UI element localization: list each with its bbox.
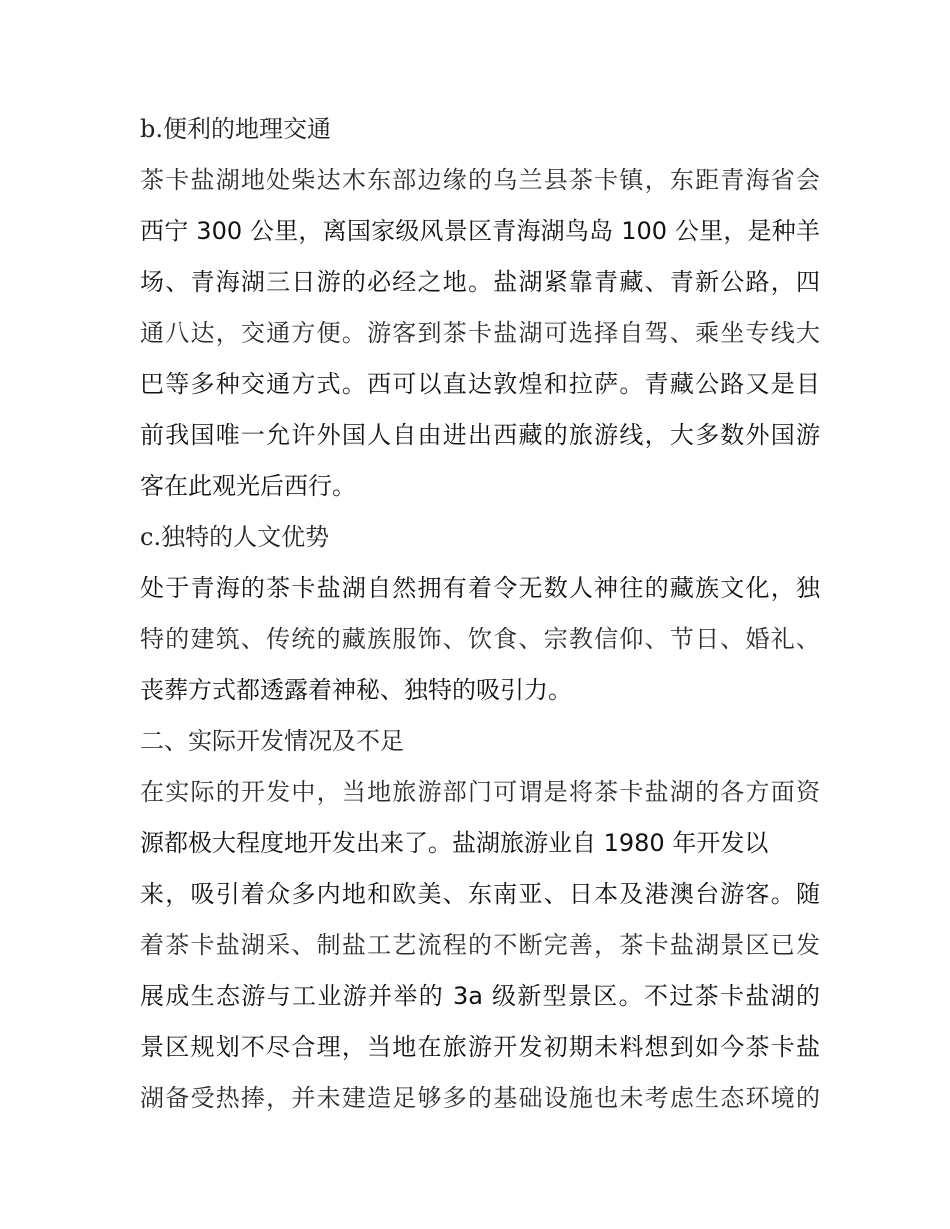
section-heading-b: b.便利的地理交通 [140, 115, 331, 143]
paragraph-line: 湖备受热捧，并未建造足够多的基础设施也未考虑生态环境的 [140, 1084, 820, 1112]
section-heading-c: c.独特的人文优势 [140, 523, 330, 551]
paragraph-line: 通八达，交通方便。游客到茶卡盐湖可选择自驾、乘坐专线大 [140, 319, 820, 347]
paragraph-line: 西宁 300 公里，离国家级风景区青海湖鸟岛 100 公里，是种羊 [140, 217, 820, 245]
paragraph-line: 来，吸引着众多内地和欧美、东南亚、日本及港澳台游客。随 [140, 880, 820, 908]
paragraph-line: 特的建筑、传统的藏族服饰、饮食、宗教信仰、节日、婚礼、 [140, 625, 820, 653]
paragraph-line: 源都极大程度地开发出来了。盐湖旅游业自 1980 年开发以 [140, 829, 769, 857]
paragraph-line: 茶卡盐湖地处柴达木东部边缘的乌兰县茶卡镇，东距青海省会 [140, 166, 820, 194]
paragraph-line: 展成生态游与工业游并举的 3a 级新型景区。不过茶卡盐湖的 [140, 982, 820, 1010]
paragraph-line: 前我国唯一允许外国人自由进出西藏的旅游线，大多数外国游 [140, 421, 820, 449]
paragraph-line: 巴等多种交通方式。西可以直达敦煌和拉萨。青藏公路又是目 [140, 370, 820, 398]
paragraph-line: 着茶卡盐湖采、制盐工艺流程的不断完善，茶卡盐湖景区已发 [140, 931, 820, 959]
section-heading-2: 二、实际开发情况及不足 [140, 727, 404, 755]
paragraph-line: 场、青海湖三日游的必经之地。盐湖紧靠青藏、青新公路，四 [140, 268, 820, 296]
document-body [140, 104, 820, 1124]
paragraph-line: 丧葬方式都透露着神秘、独特的吸引力。 [140, 676, 572, 704]
paragraph-line: 客在此观光后西行。 [140, 472, 356, 500]
paragraph-line: 处于青海的茶卡盐湖自然拥有着令无数人神往的藏族文化，独 [140, 574, 820, 602]
paragraph-line: 在实际的开发中，当地旅游部门可谓是将茶卡盐湖的各方面资 [140, 778, 820, 806]
paragraph-line: 景区规划不尽合理，当地在旅游开发初期未料想到如今茶卡盐 [140, 1033, 820, 1061]
